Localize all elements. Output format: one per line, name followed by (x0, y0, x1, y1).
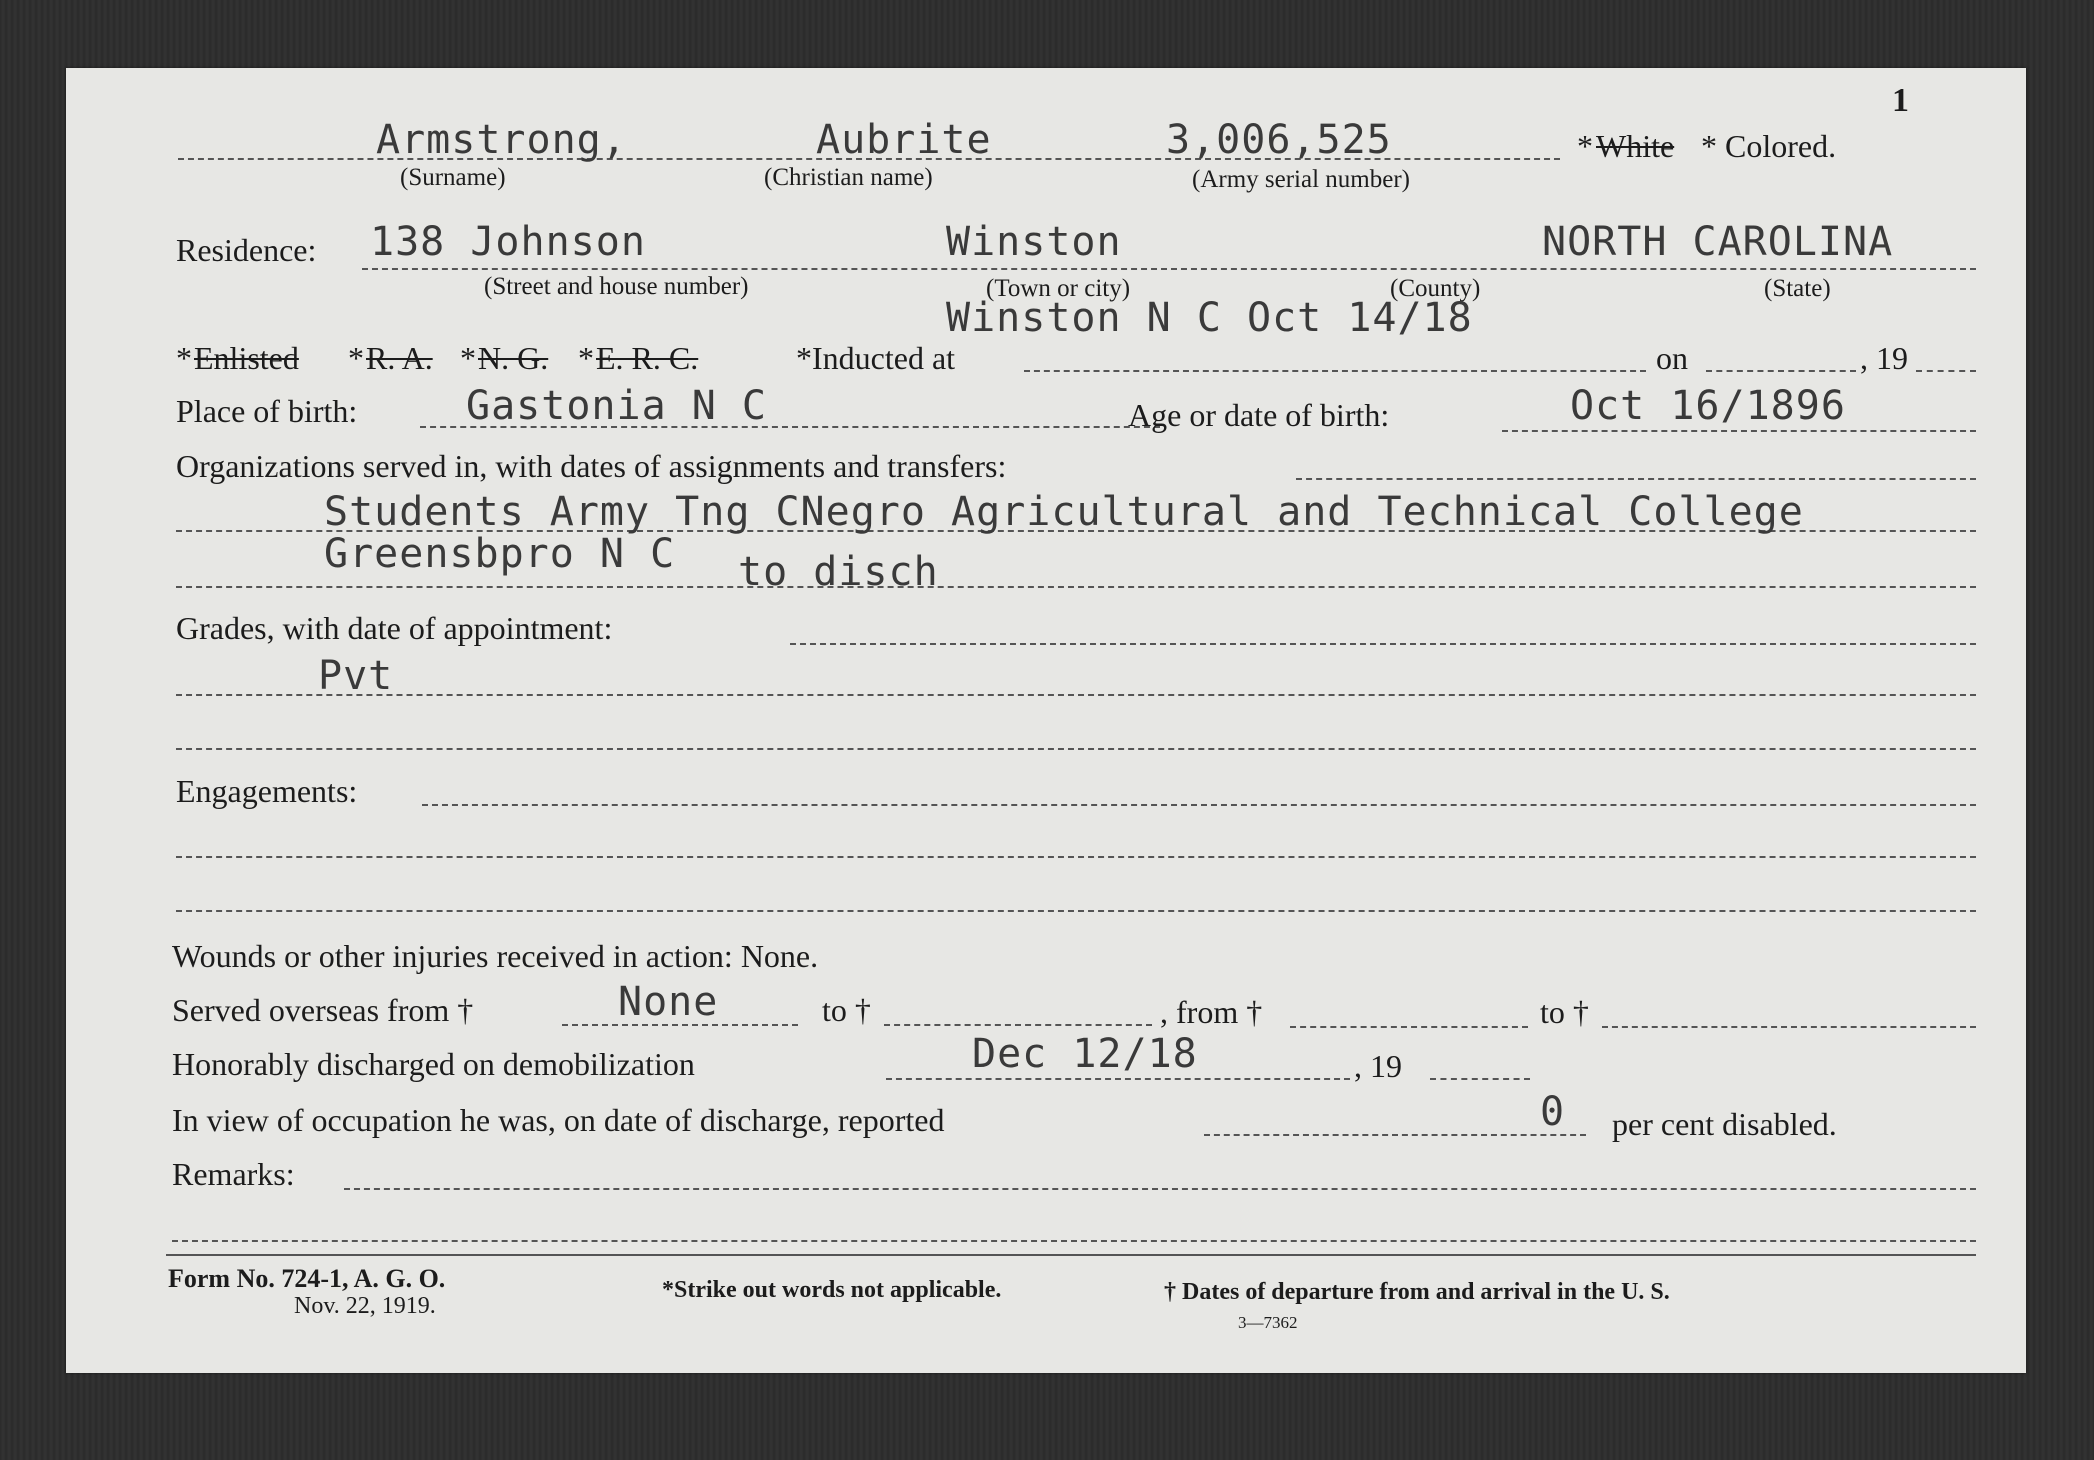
strike-out-note: *Strike out words not applicable. (662, 1277, 1002, 1303)
enlisted-struck: Enlisted (194, 340, 299, 376)
grades-line-1 (176, 694, 1976, 696)
discharge-date-value: Dec 12/18 (972, 1031, 1198, 1077)
state-caption: (State) (1764, 275, 1831, 302)
inducted-year-label: , 19 (1860, 340, 1908, 376)
race-white-struck: White (1596, 128, 1675, 164)
surname-caption: (Surname) (400, 164, 506, 191)
organizations-line2-value: Greensbpro N C (324, 531, 676, 577)
enlisted-star: * (176, 340, 192, 376)
residence-line (362, 268, 1976, 270)
overseas-from-value: None (618, 979, 719, 1025)
residence-label: Residence: (176, 232, 317, 268)
discharge-year-label: , 19 (1354, 1048, 1402, 1084)
grades-value: Pvt (318, 653, 394, 699)
organizations-line-2 (176, 586, 1976, 588)
residence-street-value: 138 Johnson (370, 219, 646, 265)
disability-line (1204, 1134, 1586, 1136)
engagements-line-0 (422, 804, 1976, 806)
race-colored: * Colored. (1701, 128, 1837, 164)
date-of-birth-label: Age or date of birth: (1128, 397, 1390, 433)
christian-name-value: Aubrite (816, 117, 992, 163)
wounds-label: Wounds or other injuries received in action: None. (172, 938, 819, 974)
print-code: 3—7362 (1238, 1313, 1298, 1332)
grades-line-0 (790, 643, 1976, 645)
ra-star: * (348, 340, 364, 376)
card-number: 1 (1892, 82, 1909, 119)
inducted-on-line (1706, 370, 1856, 372)
residence-state-value: NORTH CAROLINA (1542, 219, 1894, 265)
disability-suffix: per cent disabled. (1612, 1106, 1837, 1142)
county-caption: (County) (1390, 275, 1481, 302)
induction-place-date-value: Winston N C Oct 14/18 (946, 295, 1473, 341)
overseas-from2-line (1290, 1026, 1528, 1028)
engagements-line-1 (176, 856, 1976, 858)
overseas-to-label: to † (822, 992, 871, 1028)
grades-label: Grades, with date of appointment: (176, 610, 613, 646)
disability-label: In view of occupation he was, on date of discharge, reported (172, 1102, 945, 1138)
disability-percent-value: 0 (1540, 1089, 1566, 1135)
town-caption: (Town or city) (986, 275, 1131, 302)
inducted-year-line (1916, 370, 1976, 372)
engagements-line-2 (176, 910, 1976, 912)
street-caption: (Street and house number) (484, 273, 749, 300)
erc-star: * (578, 340, 594, 376)
date-of-birth-line (1502, 430, 1976, 432)
serial-number-caption: (Army serial number) (1192, 166, 1410, 193)
inducted-on-label: on (1656, 340, 1688, 376)
surname-value: Armstrong, (376, 117, 627, 163)
ng-star: * (460, 340, 476, 376)
organizations-label: Organizations served in, with dates of assignments and transfers: (176, 448, 1007, 484)
form-date: Nov. 22, 1919. (294, 1293, 436, 1319)
date-of-birth-value: Oct 16/1896 (1570, 383, 1846, 429)
serial-number-value: 3,006,525 (1166, 117, 1392, 163)
ng-struck: N. G. (478, 340, 549, 376)
race-star: * (1577, 128, 1593, 164)
overseas-to2-line (1602, 1026, 1976, 1028)
organizations-line2b-value: to disch (738, 549, 939, 595)
organizations-line1-value: Students Army Tng CNegro Agricultural and Technical College (324, 489, 1804, 535)
form-number: Form No. 724-1, A. G. O. (168, 1264, 446, 1293)
inducted-at-label: *Inducted at (796, 340, 956, 376)
overseas-from2-label: , from † (1160, 994, 1263, 1030)
engagements-label: Engagements: (176, 773, 358, 809)
discharge-year-line (1430, 1078, 1530, 1080)
place-of-birth-value: Gastonia N C (466, 383, 767, 429)
dates-note: † Dates of departure from and arrival in the U. S. (1164, 1279, 1670, 1305)
overseas-to2-label: to † (1540, 994, 1589, 1030)
discharge-line (886, 1078, 1350, 1080)
footer-rule (166, 1254, 1976, 1256)
christian-name-caption: (Christian name) (764, 164, 933, 191)
draft-record-card (66, 68, 2026, 1373)
erc-struck: E. R. C. (596, 340, 699, 376)
remarks-line-1 (172, 1240, 1976, 1242)
ra-struck: R. A. (366, 340, 433, 376)
place-of-birth-label: Place of birth: (176, 393, 358, 429)
inducted-at-line (1024, 370, 1646, 372)
overseas-to-line (884, 1024, 1152, 1026)
organizations-line-0 (1296, 478, 1976, 480)
residence-town-value: Winston (946, 219, 1122, 265)
grades-line-2 (176, 748, 1976, 750)
discharge-label: Honorably discharged on demobilization (172, 1046, 695, 1082)
served-overseas-label: Served overseas from † (172, 992, 474, 1028)
remarks-label: Remarks: (172, 1156, 295, 1192)
remarks-line-0 (344, 1188, 1976, 1190)
